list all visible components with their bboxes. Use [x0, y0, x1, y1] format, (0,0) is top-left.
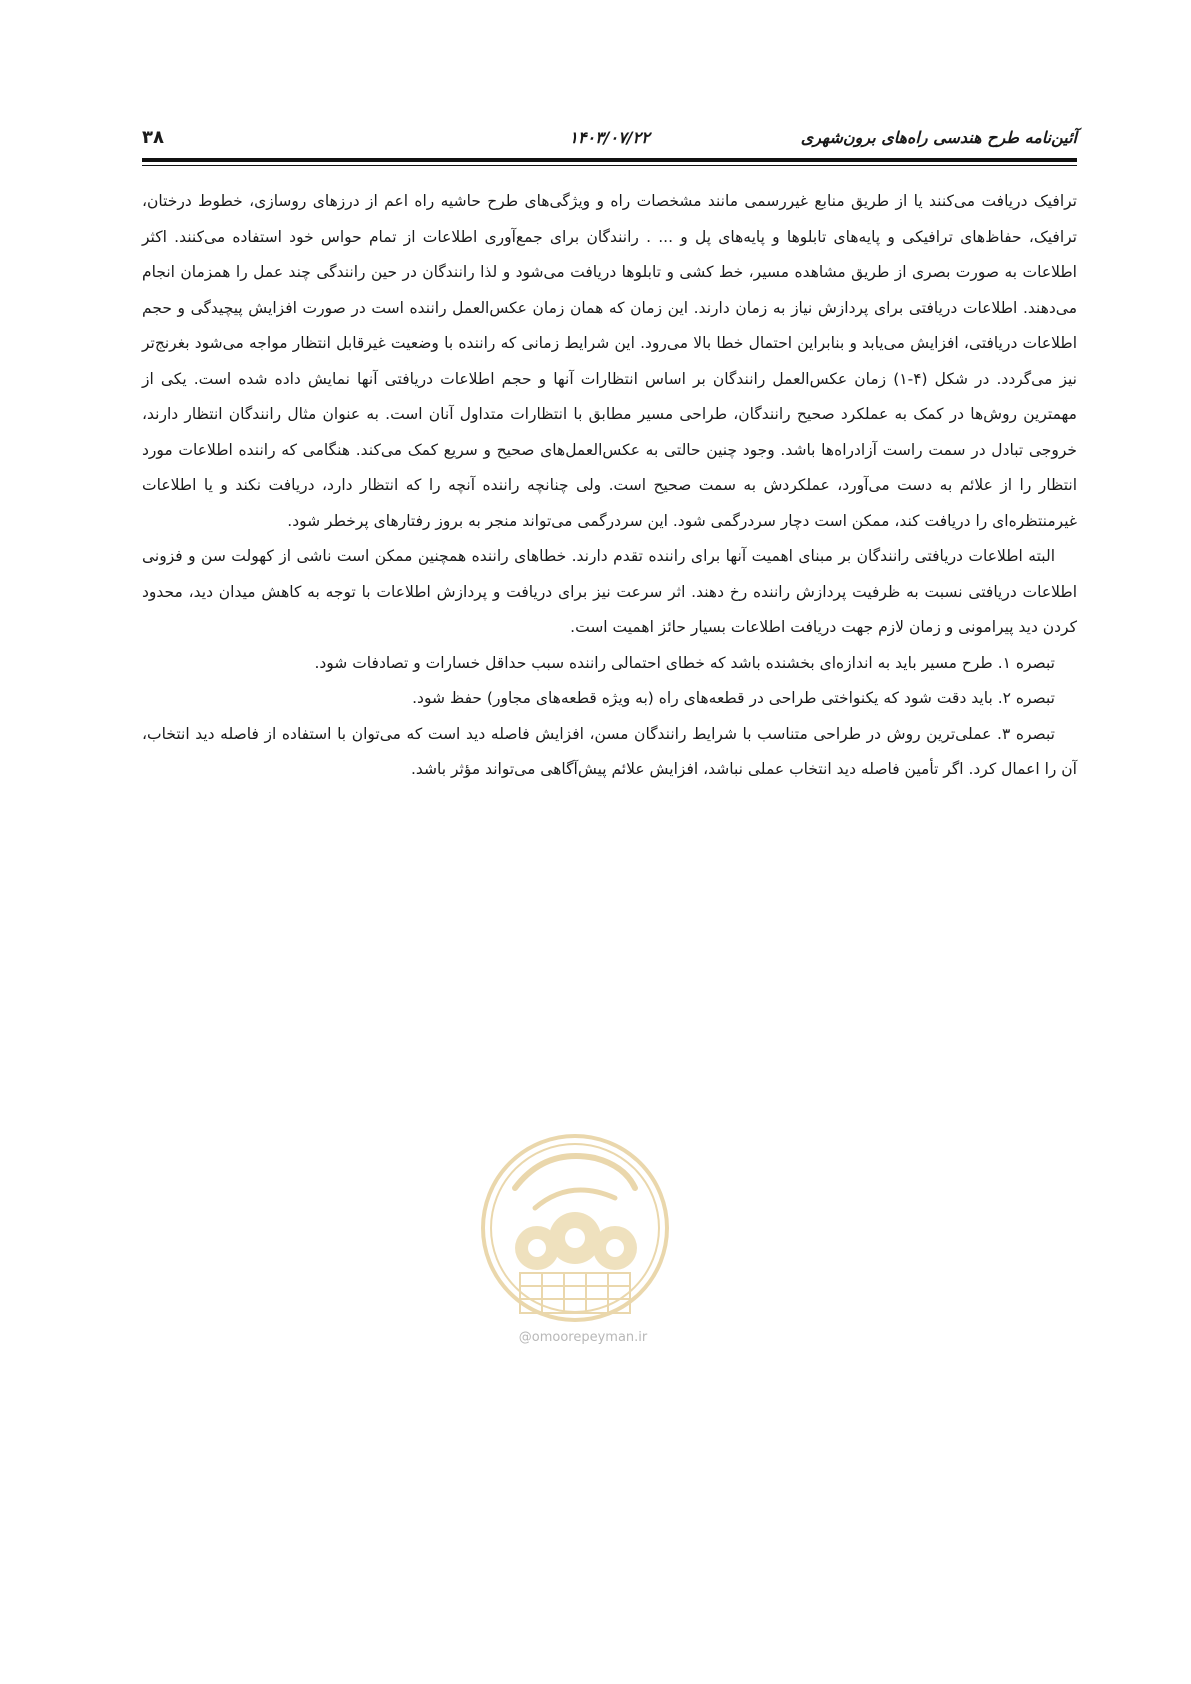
- header-date: ۱۴۰۳/۰۷/۲۲: [569, 128, 650, 147]
- note-1: تبصره ۱. طرح مسیر باید به اندازه‌ای بخشنده باشد که خطای احتمالی راننده سبب حداقل خسارات و تصادفات شود.: [314, 653, 1055, 672]
- page-number: ۳۸: [142, 127, 164, 148]
- seal-logo-icon: [475, 1118, 675, 1348]
- paragraph-2: البته اطلاعات دریافتی رانندگان بر مبنای اهمیت آنها برای راننده تقدم دارند. خطاهای راننده همچنین ممکن است ناشی از کهولت سن و فزونی اطلاعات دریافتی نسبت به ظرفیت پردازش راننده رخ دهند. اثر سرعت نیز برای دریافت و پردازش اطلاعات با توجه به کاهش میدان دید، محدود کردن دید پیرامونی و زمان لازم جهت دریافت اطلاعات بسیار حائز اهمیت است.: [142, 547, 1077, 636]
- watermark-url: @omoorepeyman.ir: [518, 1330, 648, 1345]
- page-header: [142, 126, 1077, 156]
- header-rule-thick: [142, 158, 1077, 162]
- note-3: تبصره ۳. عملی‌ترین روش در طراحی متناسب با شرایط رانندگان مسن، افزایش فاصله دید است که می‌توان با استفاده از فاصله دید انتخاب، آن را اعمال کرد. اگر تأمین فاصله دید انتخاب عملی نباشد، افزایش علائم پیش‌آگاهی می‌تواند مؤثر باشد.: [142, 724, 1077, 778]
- paragraph-1: ترافیک دریافت می‌کنند یا از طریق منابع غیررسمی مانند مشخصات راه و ویژگی‌های طرح حاشیه راه اعم از درزهای روسازی، خطوط درختان، ترافیک، حفاظ‌های ترافیکی و پایه‌های تابلوها و پایه‌های پل و ... . رانندگان برای جمع‌آوری اطلاعات از تمام حواس خود استفاده می‌کنند. اکثر اطلاعات به صورت بصری از طریق مشاهده مسیر، خط کشی و تابلوها دریافت می‌شود و لذا رانندگان در حین رانندگی چند عمل را همزمان انجام می‌دهند. اطلاعات دریافتی برای پردازش نیاز به زمان دارند. این زمان که همان زمان عکس‌العمل راننده است در صورت افزایش پیچیدگی و حجم اطلاعات دریافتی، افزایش می‌یابد و بنابراین احتمال خطا بالا می‌رود. این شرایط زمانی که راننده با وضعیت غیرقابل انتظار مواجه می‌شود بغرنج‌تر نیز می‌گردد. در شکل (۴-۱) زمان عکس‌العمل رانندگان بر اساس انتظارات آنها و حجم اطلاعات دریافتی آنها نمایش داده شده است. یکی از مهمترین روش‌ها در کمک به عملکرد صحیح رانندگان، طراحی مسیر مطابق با انتظارات متداول آنان است. به عنوان مثال رانندگان انتظار دارند، خروجی تبادل در سمت راست آزادراه‌ها باشد. وجود چنین حالتی به عکس‌العمل‌های صحیح و سریع کمک می‌کند. هنگامی که راننده اطلاعات مورد انتظار را از علائم به دست می‌آورد، عملکردش به سمت صحیح است. ولی چنانچه راننده آنچه را که انتظار دارد، دریافت نکند و یا اطلاعات غیرمنتظره‌ای را دریافت کند، ممکن است دچار سردرگمی شود. این سردرگمی می‌تواند منجر به بروز رفتارهای پرخطر شود.: [142, 192, 1077, 530]
- note-2: تبصره ۲. باید دقت شود که یکنواختی طراحی در قطعه‌های راه (به ویژه قطعه‌های مجاور) حفظ شود.: [412, 689, 1055, 707]
- body-text: [142, 184, 1077, 788]
- header-title: آئین‌نامه طرح هندسی راه‌های برون‌شهری: [800, 128, 1077, 147]
- header-rule-thin: [142, 165, 1077, 166]
